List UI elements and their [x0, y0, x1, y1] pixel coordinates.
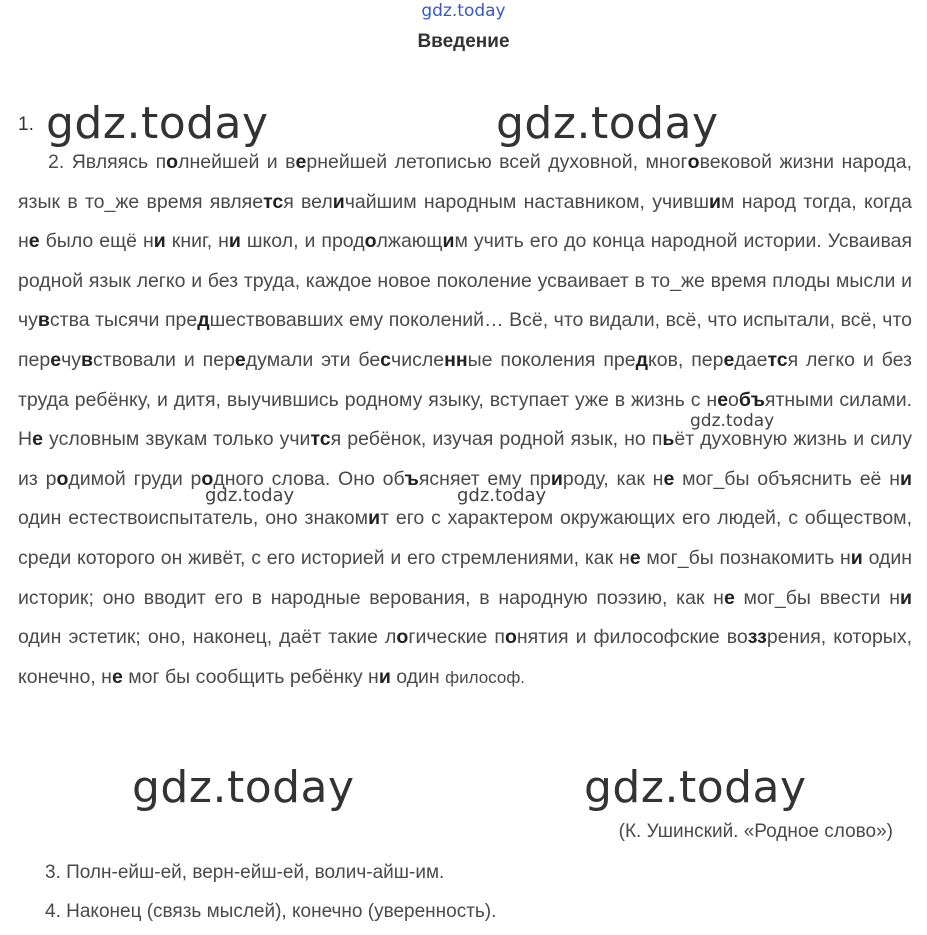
highlighted-letter: е	[663, 467, 675, 490]
highlighted-letter: о	[504, 626, 517, 649]
paragraph-text: ства тысячи пре	[49, 309, 198, 332]
paragraph-text: о	[728, 388, 739, 411]
highlighted-letter: и	[709, 190, 722, 213]
paragraph-text: чайшим народным наставником, учивш	[344, 190, 710, 213]
highlighted-letter: и	[228, 230, 241, 253]
highlighted-letter: е	[717, 388, 729, 411]
page-title: Введение	[417, 31, 510, 52]
paragraph-text: лнейшей и в	[178, 151, 296, 173]
highlighted-letter: о	[364, 230, 377, 253]
highlighted-letter: нн	[444, 348, 468, 371]
highlighted-letter: е	[234, 348, 246, 371]
highlighted-letter: и	[900, 586, 912, 609]
highlighted-letter: е	[723, 348, 735, 371]
paragraph-text: думали эти бе	[245, 348, 381, 371]
paragraph-text: мог бы сообщить ребёнку н	[122, 665, 379, 688]
paragraph-text: м народ тогда, когда н	[18, 190, 913, 253]
paragraph-text: нятия и философские во	[516, 626, 748, 649]
highlighted-letter: о	[687, 151, 700, 173]
highlighted-letter: и	[442, 230, 455, 253]
paragraph-text: один естествоиспытатель, оно знаком	[18, 507, 369, 530]
paragraph-text: один эстетик; оно, наконец, даёт такие л	[18, 626, 397, 649]
paragraph-text: гические п	[408, 626, 505, 649]
highlighted-letter: е	[50, 348, 62, 371]
highlighted-letter: зз	[747, 626, 767, 649]
highlighted-letter: в	[37, 309, 50, 332]
paragraph-text: 2. Являясь п	[48, 151, 167, 173]
paragraph-text: ясняет ему пр	[418, 467, 551, 490]
highlighted-letter: тс	[767, 348, 788, 371]
highlighted-letter: и	[378, 665, 391, 688]
highlighted-letter: е	[295, 151, 307, 173]
highlighted-letter: и	[332, 190, 345, 213]
paragraph-text: вековой жизни народа, язык в то_же время являе	[18, 151, 912, 213]
paragraph-text: димой груди р	[68, 467, 202, 490]
highlighted-letter: о	[166, 151, 179, 173]
paragraph-text: чу	[61, 348, 82, 371]
quote-attribution: (К. Ушинский. «Родное слово»)	[618, 821, 893, 842]
highlighted-letter: о	[56, 467, 69, 490]
paragraph-text: дае	[734, 348, 768, 371]
watermark-large-1: gdz.today	[46, 98, 269, 149]
paragraph-text: ятными силами. Н	[18, 388, 912, 451]
paragraph-text: ствовали и пер	[93, 348, 235, 371]
paragraph-text: условным звукам только учи	[42, 428, 311, 451]
paragraph-text: ков, пер	[647, 348, 724, 371]
watermark-large-2: gdz.today	[496, 98, 719, 149]
highlighted-letter: е	[32, 428, 43, 451]
paragraph-text: роду, как н	[562, 467, 664, 490]
highlighted-letter: ь	[662, 428, 675, 451]
paragraph-text: лжающ	[376, 230, 443, 253]
paragraph-tail: философ.	[445, 667, 526, 687]
watermark-large-4: gdz.today	[584, 762, 807, 813]
highlighted-letter: и	[850, 546, 863, 569]
watermark-small-3: gdz.today	[457, 485, 547, 506]
paragraph-text: дного слова. Оно об	[213, 467, 405, 490]
highlighted-letter: е	[28, 230, 40, 253]
highlighted-letter: и	[153, 230, 166, 253]
highlighted-letter: в	[81, 348, 94, 371]
watermark-large-3: gdz.today	[132, 762, 355, 813]
paragraph-text: было ещё н	[39, 230, 154, 253]
task-4-answer: 4. Наконец (связь мыслей), конечно (уверенность).	[45, 901, 497, 922]
paragraph-text: ые поколения пре	[467, 348, 636, 371]
paragraph-text: т его с характером окружающих его людей, с обществом, среди которого он живёт, с его историей и его стремлениями, как н	[18, 507, 912, 569]
paragraph-text: я легко и без труда ребёнку, и дитя, выучившись родному языку, вступает уже в жизнь с н	[18, 348, 912, 411]
task-3-answer: 3. Полн-ейш-ей, верн-ейш-ей, волич-айш-им.	[45, 862, 445, 883]
paragraph-text: числе	[391, 348, 445, 371]
highlighted-letter: ъ	[404, 467, 419, 490]
highlighted-letter: тс	[310, 428, 331, 451]
highlighted-letter: о	[396, 626, 409, 649]
highlighted-letter: и	[550, 467, 563, 490]
highlighted-letter: и	[899, 467, 912, 490]
paragraph-text: рения, которых, конечно, н	[18, 626, 912, 688]
task-1-number: 1.	[18, 114, 34, 135]
highlighted-letter: д	[197, 309, 210, 332]
paragraph-text: шествовавших ему поколений… Всё, что видали, всё, что испытали, всё, что пер	[18, 309, 912, 371]
highlighted-letter: тс	[263, 190, 284, 213]
paragraph-text: рнейшей летописью всей духовной, мног	[306, 151, 688, 173]
paragraph-text: м учить его до конца народной истории. Усваивая родной язык легко и без труда, каждое новое поколение усваивает в то_же время плоды мысли и чу	[18, 230, 913, 332]
highlighted-letter: д	[635, 348, 648, 371]
highlighted-letter: с	[380, 348, 392, 371]
highlighted-letter: и	[368, 507, 381, 530]
highlighted-letter: бъ	[738, 388, 765, 411]
highlighted-letter: о	[201, 467, 214, 490]
paragraph-text: мог_бы ввести н	[734, 586, 900, 609]
watermark-small-2: gdz.today	[205, 485, 295, 506]
paragraph-text: я вел	[283, 190, 333, 213]
paragraph-text: я ребёнок, изучая родной язык, но п	[330, 428, 663, 451]
paragraph-text: один историк; оно вводит его в народные верования, в народную поэзию, как н	[18, 546, 913, 609]
paragraph-text: ёт духовную жизнь и силу из р	[18, 428, 912, 490]
highlighted-letter: е	[629, 546, 641, 569]
watermark-top: gdz.today	[421, 1, 506, 21]
paragraph-text: мог_бы познакомить н	[640, 546, 851, 569]
paragraph-text: один	[390, 665, 446, 688]
highlighted-letter: е	[723, 586, 735, 609]
watermark-small-1: gdz.today	[690, 411, 775, 431]
paragraph-text: мог_бы объяснить её н	[674, 467, 900, 490]
task-2-paragraph	[18, 143, 912, 697]
highlighted-letter: е	[111, 665, 123, 688]
paragraph-text: школ, и прод	[240, 230, 365, 253]
paragraph-text: книг, н	[165, 230, 229, 253]
